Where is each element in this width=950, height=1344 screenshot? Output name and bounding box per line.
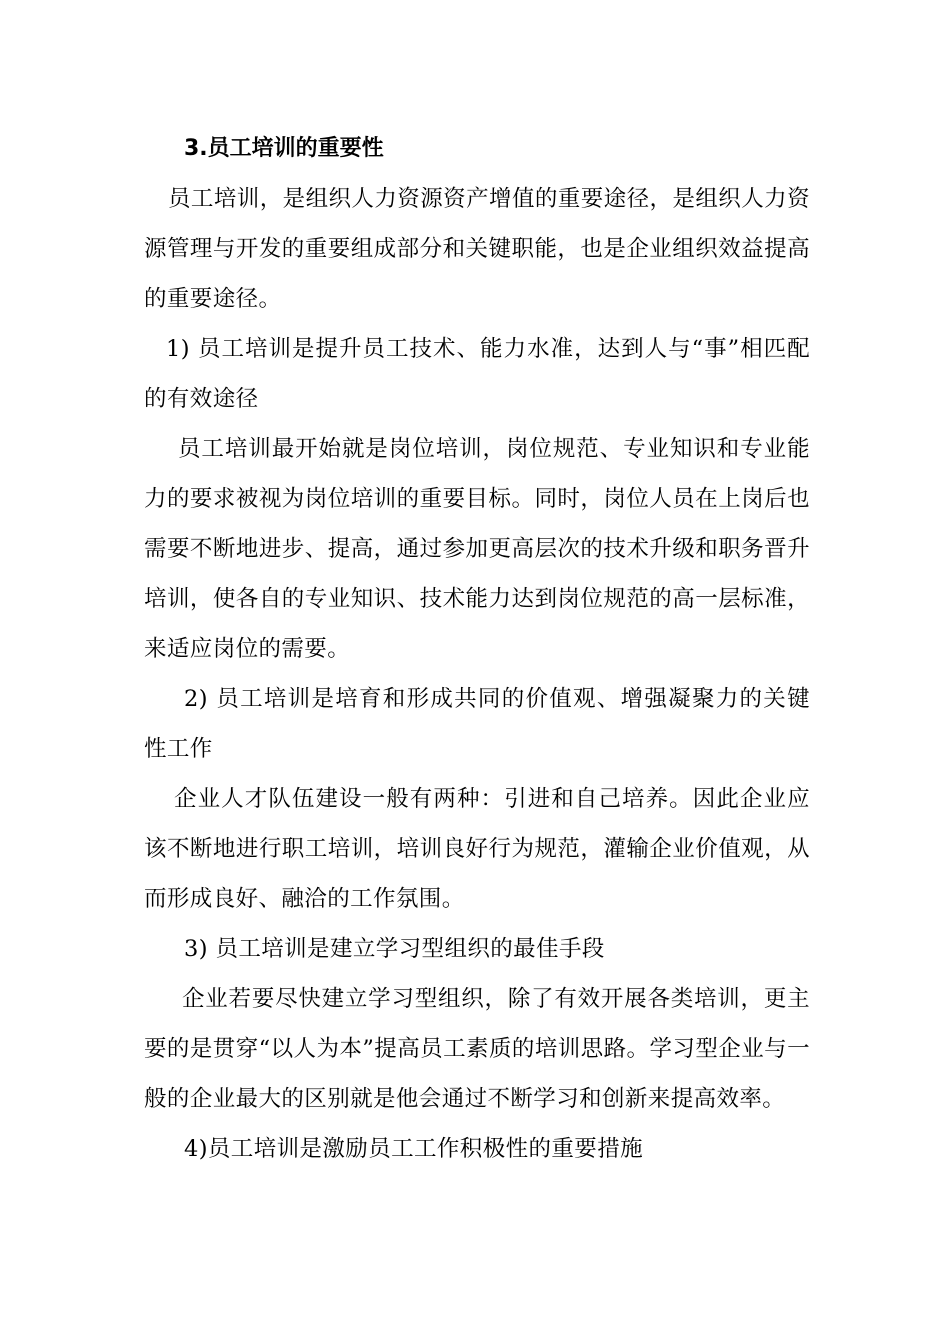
subheading-2: 2) 员工培训是培育和形成共同的价值观、增强凝聚力的关键性工作	[144, 686, 810, 762]
section-heading: 3.员工培训的重要性	[184, 136, 384, 161]
subheading-3: 3) 员工培训是建立学习型组织的最佳手段	[184, 936, 605, 962]
paragraph-3: 企业若要尽快建立学习型组织，除了有效开展各类培训，更主要的是贯穿“以人为本”提高员工素质的培训思路。学习型企业与一般的企业最大的区别就是他会通过不断学习和创新来提高效率。	[144, 986, 810, 1112]
document-body	[144, 128, 810, 1174]
subheading-4: 4)员工培训是激励员工工作积极性的重要措施	[184, 1136, 643, 1162]
paragraph-intro: 员工培训，是组织人力资源资产增值的重要途径，是组织人力资源管理与开发的重要组成部分和关键职能，也是企业组织效益提高的重要途径。	[144, 186, 810, 312]
paragraph-2: 企业人才队伍建设一般有两种：引进和自己培养。因此企业应该不断地进行职工培训，培训良好行为规范，灌输企业价值观，从而形成良好、融洽的工作氛围。	[144, 786, 810, 912]
subheading-1: 1) 员工培训是提升员工技术、能力水准，达到人与“事”相匹配的有效途径	[144, 336, 810, 412]
paragraph-1: 员工培训最开始就是岗位培训，岗位规范、专业知识和专业能力的要求被视为岗位培训的重要目标。同时，岗位人员在上岗后也需要不断地进步、提高，通过参加更高层次的技术升级和职务晋升培训，使各自的专业知识、技术能力达到岗位规范的高一层标准，来适应岗位的需要。	[144, 436, 810, 662]
